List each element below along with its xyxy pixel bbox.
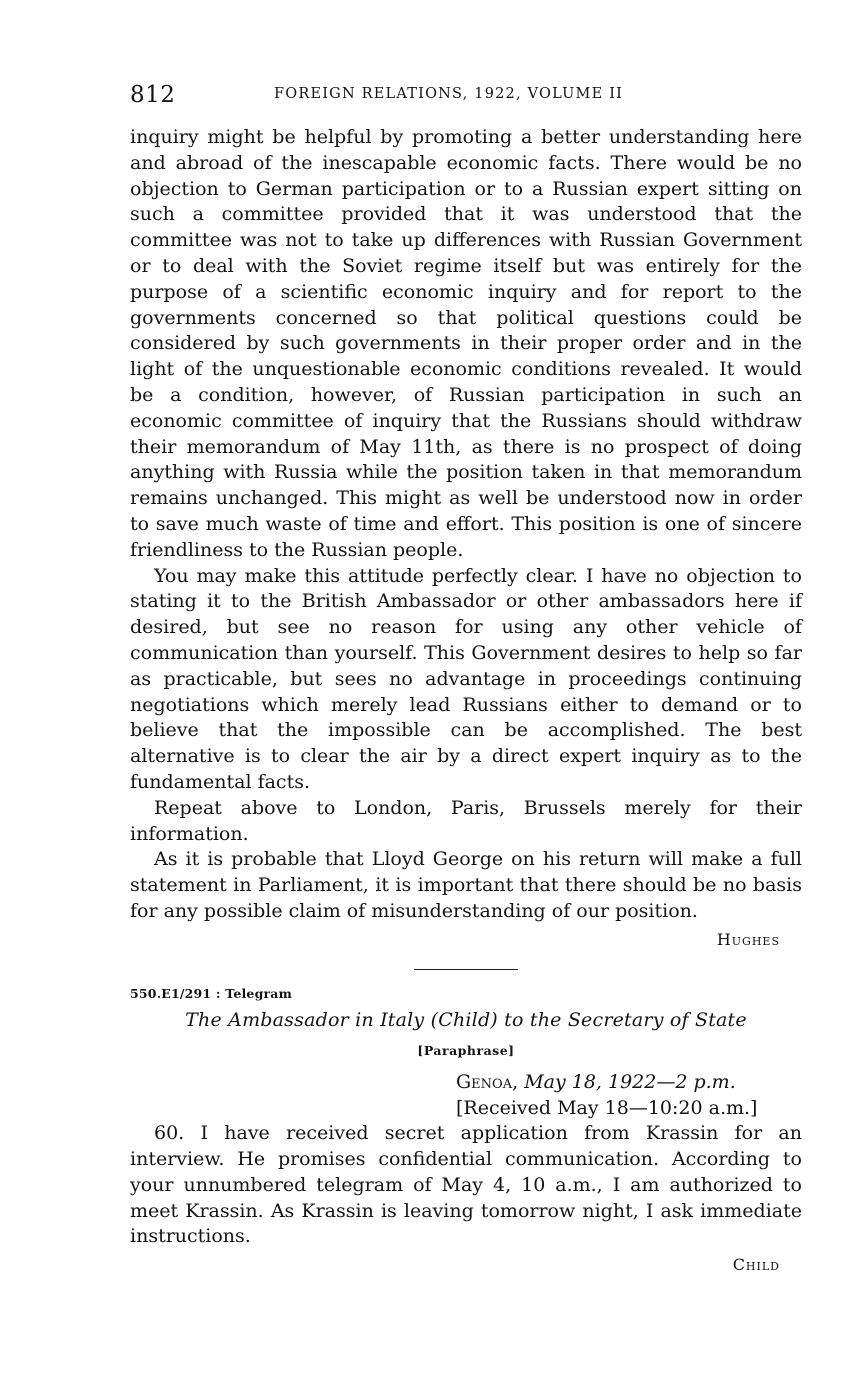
body-text	[130, 125, 802, 1276]
running-header	[130, 82, 780, 112]
dateline-place: Genoa,	[456, 1070, 519, 1093]
section-divider	[414, 969, 518, 970]
file-reference: 550.E1/291 : Telegram	[130, 985, 293, 1001]
paragraph: You may make this attitude perfectly clear. I have no objection to stating it to the British Ambassador or other ambassadors here if desired, but see no reason for using any other vehicle of communication than yourself. This Government desires to help so far as practicable, but sees no advantage in proceedings continuing negotiations which merely lead Russians either to demand or to believe that the impossible can be accomplished. The best alternative is to clear the air by a direct expert inquiry as to the fundamental facts.	[130, 564, 802, 793]
paragraph: 60. I have received secret application from Krassin for an interview. He promises confidential communication. According to your unnumbered telegram of May 4, 10 a.m., I am authorized to meet Krassin. As Krassin is leaving tomorrow night, I ask immediate instructions.	[130, 1122, 802, 1248]
paraphrase-note: [Paraphrase]	[417, 1042, 515, 1058]
running-title: FOREIGN RELATIONS, 1922, VOLUME II	[274, 86, 624, 102]
paragraph: inquiry might be helpful by promoting a better understanding here and abroad of the inescapable economic facts. There would be no objection to German participation or to a Russian expert sitting on such a committee provided that it was understood that the committee was not to take up differences with Russian Government or to deal with the Soviet regime itself but was entirely for the purpose of a scientific economic inquiry and for report to the governments concerned so that political questions could be considered by such governments in their proper order and in the light of the unquestionable economic conditions revealed. It would be a condition, however, of Russian participation in such an economic committee of inquiry that the Russians should withdraw their memorandum of May 11th, as there is no prospect of doing anything with Russia while the position taken in that memorandum remains unchanged. This might as well be understood now in order to save much waste of time and effort. This position is one of sincere friendliness to the Russian people.	[130, 126, 802, 561]
paragraph: Repeat above to London, Paris, Brussels merely for their information.	[130, 796, 802, 845]
dateline-line	[456, 1070, 802, 1096]
paragraph: As it is probable that Lloyd George on his return will make a full statement in Parliament, it is important that there should be no basis for any possible claim of misunderstanding of our position.	[130, 848, 802, 922]
dateline	[130, 1070, 802, 1122]
page-number: 812	[130, 82, 176, 108]
dateline-date: May 18, 1922—2 p.m.	[524, 1070, 736, 1093]
signature-child: Child	[732, 1255, 780, 1275]
received-line: [Received May 18—10:20 a.m.]	[456, 1096, 758, 1119]
signature-hughes: Hughes	[716, 929, 780, 949]
document-heading: The Ambassador in Italy (Child) to the Secretary of State	[185, 1008, 747, 1031]
